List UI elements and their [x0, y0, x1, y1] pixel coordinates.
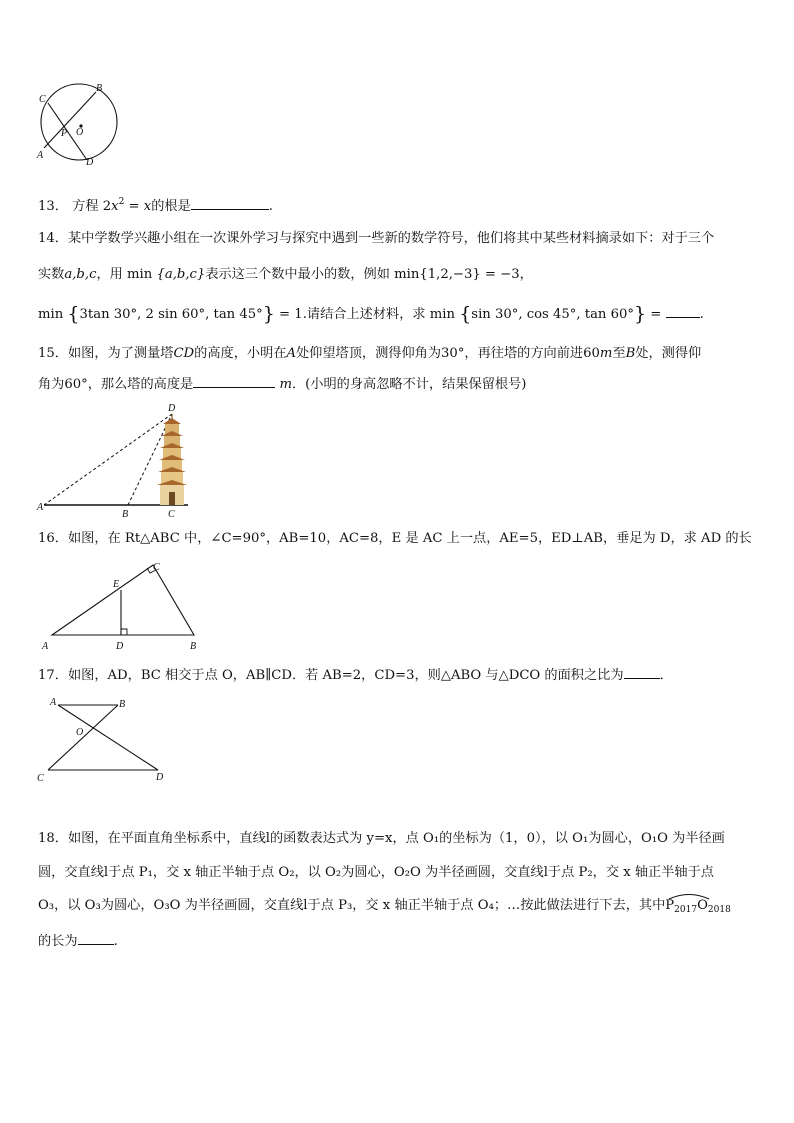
text: 处仰望塔顶，测得仰角为 [295, 346, 442, 361]
text: 表示这三个数中最小的数，例如 [205, 267, 390, 282]
question-number: 16． [38, 531, 68, 546]
label-D: D [116, 641, 124, 652]
right-triangle-figure [38, 555, 208, 655]
text: 如图，为了测量塔 [67, 346, 174, 361]
question-text: 的长为 [38, 934, 78, 949]
text: ， [519, 267, 533, 282]
label-D: D [156, 772, 164, 783]
label-O: O [76, 127, 84, 138]
period: . [268, 199, 273, 214]
text: 处，测得仰 [635, 346, 702, 361]
math-example: min{1,2,−3} = −3 [394, 267, 520, 282]
pagoda-icon [157, 414, 187, 505]
arc-mark [667, 890, 711, 900]
label-C: C [168, 509, 175, 520]
math-angle: 60° [64, 377, 88, 392]
label-C: C [153, 562, 160, 573]
answer-blank [78, 932, 114, 945]
label-D: D [86, 157, 94, 166]
math-var: CD [173, 346, 195, 361]
question-18-line-4 [38, 932, 118, 951]
question-14-line-3 [38, 305, 704, 324]
tower-figure [30, 400, 200, 520]
brace-left: { [67, 303, 80, 325]
circle-chord-figure [32, 80, 124, 166]
label-B: B [122, 509, 129, 520]
text: .请结合上述材料，求 [302, 307, 426, 322]
label-C: C [37, 773, 44, 784]
math-var: A [286, 346, 296, 361]
math-number: 60 [583, 346, 600, 361]
question-text: O₃，以 O₃为圆心，O₃O 为半径画圆，交直线l于点 P₃，交 x 轴正半轴于点 O₄；…按此做法进行下去，其中 [38, 898, 666, 913]
answer-blank [191, 197, 269, 210]
label-A: A [37, 150, 44, 161]
math-equals: = 1 [279, 307, 303, 322]
question-15-line-1 [38, 345, 701, 363]
math-angle: 30° [441, 346, 465, 361]
question-18-line-2 [38, 864, 714, 882]
question-18-line-1 [38, 830, 725, 848]
arc-start-sub: 2017 [674, 905, 698, 915]
label-C: C [39, 94, 46, 105]
text: ．(小明的身高忽略不计，结果保留根号) [291, 377, 527, 392]
text: ，用 [96, 267, 123, 282]
equation-coef: 2 [102, 199, 112, 214]
math-unit: m [279, 377, 292, 392]
label-A: A [42, 641, 49, 652]
text: 角为 [38, 377, 65, 392]
question-number: 14． [38, 231, 68, 246]
answer-blank [193, 375, 275, 388]
question-17 [38, 666, 673, 685]
text: 至 [612, 346, 626, 361]
question-text: 如图，在平面直角坐标系中，直线l的函数表达式为 y=x，点 O₁的坐标为（1，0），以 O₁为圆心，O₁O 为半径画 [67, 831, 725, 846]
text: ． [659, 668, 673, 683]
question-text: 的根是 [151, 199, 191, 214]
math-set: {a,b,c} [156, 267, 206, 282]
math-vars: a,b,c [64, 267, 97, 282]
equation-var: x [111, 199, 119, 214]
label-A: A [37, 502, 44, 513]
math-min: min [429, 307, 455, 322]
text: . [113, 934, 118, 949]
question-15-line-2 [38, 375, 526, 394]
math-unit: m [599, 346, 613, 361]
arc-end-sub: 2018 [707, 905, 731, 915]
arc-end-point: O [697, 898, 708, 913]
label-B: B [119, 699, 126, 710]
question-number: 18． [38, 831, 68, 846]
question-text: 某中学数学兴趣小组在一次课外学习与探究中遇到一些新的数学符号，他们将其中某些材料摘录如下：对于三个 [67, 231, 715, 246]
label-D: D [168, 403, 176, 414]
brace-left: { [459, 303, 472, 325]
answer-blank [624, 666, 660, 679]
arc-notation [665, 897, 731, 919]
label-B: B [190, 641, 197, 652]
question-text: 如图，在 Rt△ABC 中，∠C=90°，AB=10，AC=8，E 是 AC 上一点，AE=5，ED⊥AB，垂足为 D，求 AD 的长 [67, 531, 752, 546]
math-set: 3tan 30°, 2 sin 60°, tan 45° [79, 307, 263, 322]
math-equals: = [650, 307, 662, 322]
math-min: min [127, 267, 153, 282]
text: ，那么塔的高度是 [87, 377, 194, 392]
question-18-line-3 [38, 897, 731, 919]
question-number: 17． [38, 668, 68, 683]
text: ，再往塔的方向前进 [464, 346, 584, 361]
question-number: 13． [38, 199, 68, 214]
label-B: B [96, 83, 103, 94]
brace-right: } [262, 303, 275, 325]
crossed-lines-figure [30, 694, 180, 784]
question-text: 如图，AD，BC 相交于点 O，AB∥CD．若 AB=2，CD=3，则△ABO 与△DCO 的面积之比为 [67, 668, 624, 683]
math-min: min [38, 307, 64, 322]
math-set: sin 30°, cos 45°, tan 60° [471, 307, 634, 322]
label-E: E [113, 579, 120, 590]
arc-start-point: P [665, 898, 675, 913]
label-P: P [61, 128, 68, 139]
equation-power: 2 [118, 197, 125, 207]
question-14-line-1 [38, 230, 714, 248]
text: 实数 [38, 267, 65, 282]
question-text: 方程 [72, 199, 99, 214]
answer-blank [666, 305, 700, 318]
label-O: O [76, 727, 84, 738]
equation-rest: = x [128, 199, 152, 214]
label-A: A [50, 697, 57, 708]
math-var: B [625, 346, 636, 361]
question-text: 圆，交直线l于点 P₁，交 x 轴正半轴于点 O₂，以 O₂为圆心，O₂O 为半径画圆，交直线l于点 P₂，交 x 轴正半轴于点 [38, 865, 714, 880]
text: . [699, 307, 704, 322]
question-16 [38, 530, 752, 548]
question-number: 15． [38, 346, 68, 361]
brace-right: } [634, 303, 647, 325]
text: 的高度，小明在 [194, 346, 287, 361]
question-14-line-2 [38, 266, 533, 284]
question-13 [38, 193, 273, 216]
